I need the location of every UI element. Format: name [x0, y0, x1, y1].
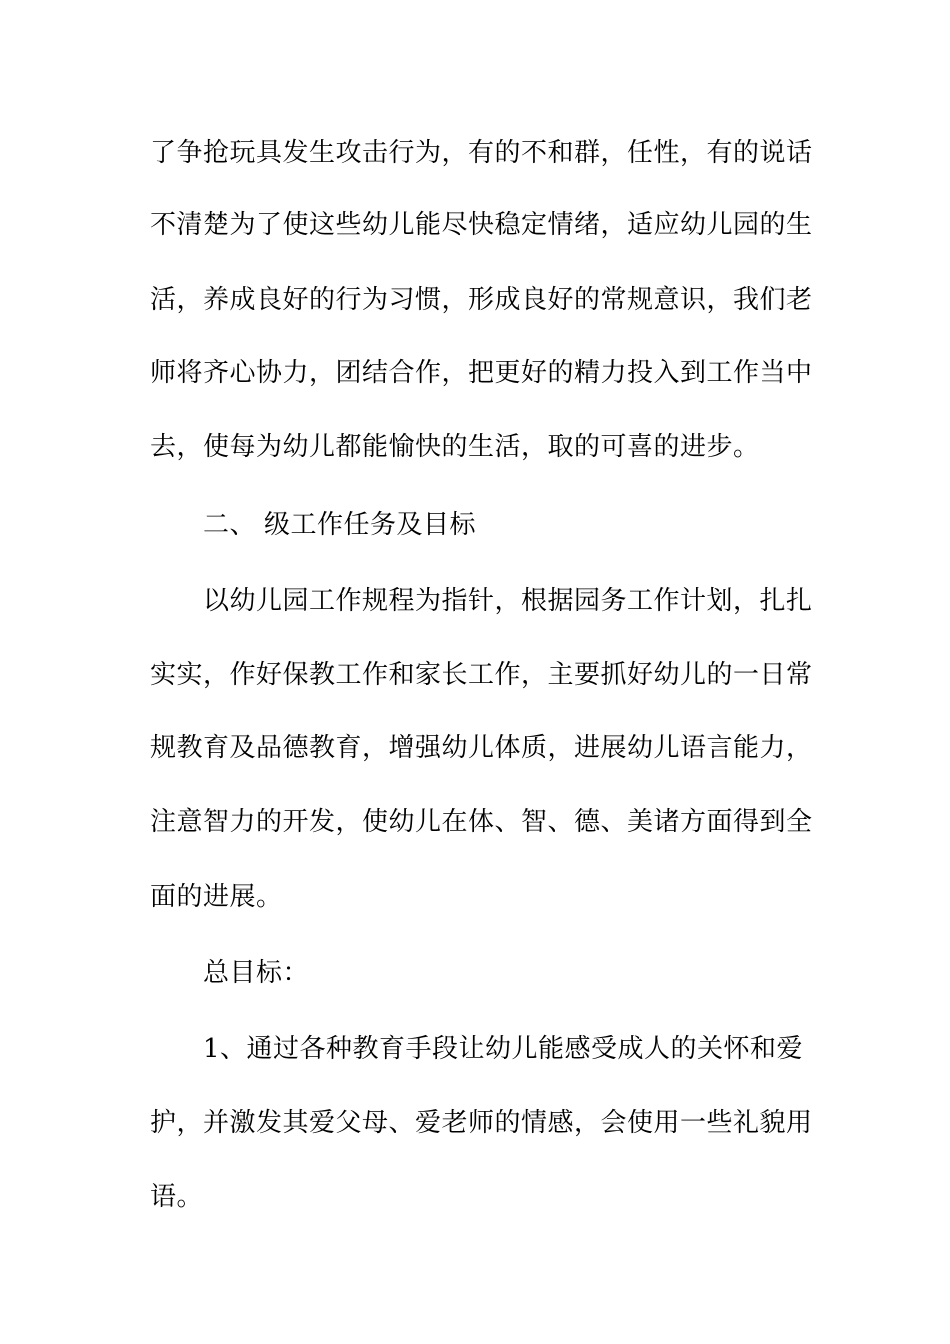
paragraph-line: 去，使每为幼儿都能愉快的生活，取的可喜的进步。	[150, 432, 760, 462]
goal-item-line: 1、通过各种教育手段让幼儿能感受成人的关怀和爱	[203, 1034, 804, 1064]
paragraph-line: 活，养成良好的行为习惯，形成良好的常规意识，我们老	[150, 285, 813, 315]
section-heading-title: 级工作任务及目标	[264, 510, 477, 540]
paragraph-line: 注意智力的开发，使幼儿在体、智、德、美诸方面得到全	[150, 807, 813, 837]
paragraph-line: 以幼儿园工作规程为指针，根据园务工作计划，扎扎	[203, 586, 813, 616]
paragraph-line: 师将齐心协力，团结合作，把更好的精力投入到工作当中	[150, 358, 813, 388]
goal-item-line: 语。	[150, 1182, 204, 1212]
section-heading-number: 二、	[203, 510, 257, 540]
paragraph-line: 了争抢玩具发生攻击行为，有的不和群，任性，有的说话	[150, 138, 813, 168]
paragraph-line: 规教育及品德教育，增强幼儿体质，进展幼儿语言能力，	[150, 733, 813, 763]
paragraph-line: 不清楚为了使这些幼儿能尽快稳定情绪，适应幼儿园的生	[150, 210, 813, 240]
paragraph-line: 实实，作好保教工作和家长工作，主要抓好幼儿的一日常	[150, 660, 813, 690]
goal-label: 总目标：	[203, 958, 310, 988]
goal-item-line: 护，并激发其爱父母、爱老师的情感，会使用一些礼貌用	[150, 1108, 813, 1138]
paragraph-line: 面的进展。	[150, 882, 283, 912]
